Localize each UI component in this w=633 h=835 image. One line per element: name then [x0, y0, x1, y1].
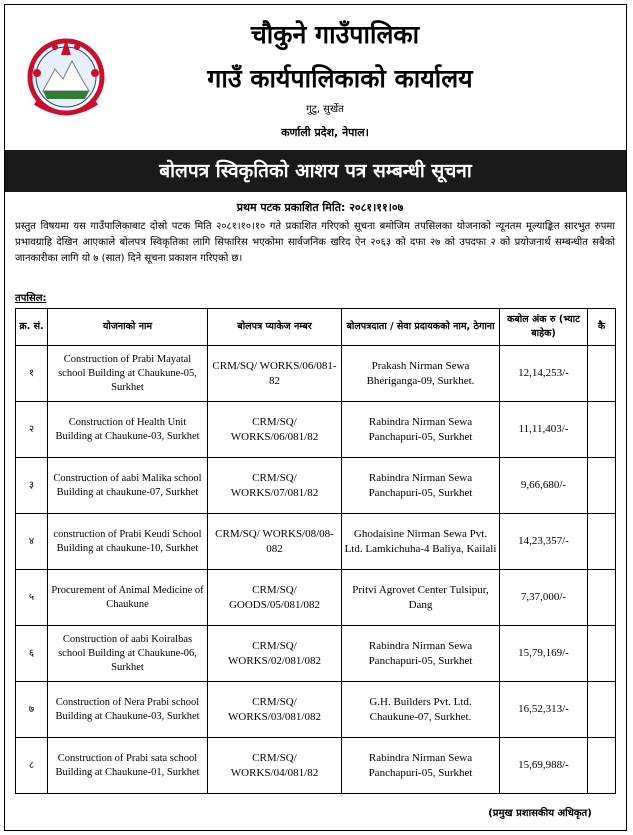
- row-amount: 11,11,403/-: [500, 402, 588, 458]
- row-remarks: [588, 738, 616, 794]
- col-header-remarks: कै: [588, 309, 616, 346]
- row-sn: २: [16, 402, 48, 458]
- bid-table: [15, 308, 616, 794]
- row-project: Construction of Nera Prabi school Building at Chaukune-03, Surkhet: [48, 682, 208, 738]
- row-package: CRM/SQ/ WORKS/07/081/82: [208, 458, 342, 514]
- row-sn: ४: [16, 514, 48, 570]
- row-amount: 15,69,988/-: [500, 738, 588, 794]
- row-amount: 9,66,680/-: [500, 458, 588, 514]
- row-project: Construction of Prabi sata school Building at Chaukune-01, Surkhet: [48, 738, 208, 794]
- col-header-amount: कबोल अंक रु (भ्याट बाहेक): [500, 309, 588, 346]
- row-sn: ८: [16, 738, 48, 794]
- row-remarks: [588, 402, 616, 458]
- row-sn: ५: [16, 570, 48, 626]
- row-remarks: [588, 346, 616, 402]
- signature-title: (प्रमुख प्रशासकीय अधिकृत): [488, 808, 592, 819]
- row-amount: 12,14,253/-: [500, 346, 588, 402]
- notice-title-banner: बोलपत्र स्विकृतिको आशय पत्र सम्बन्धी सूचना: [5, 150, 626, 192]
- row-amount: 15,79,169/-: [500, 626, 588, 682]
- nepal-emblem-icon: [25, 33, 107, 119]
- table-row: [16, 514, 616, 570]
- row-remarks: [588, 570, 616, 626]
- office-name: गाउँ कार्यपालिकाको कार्यालय: [207, 64, 473, 93]
- row-project: Construction of Health Unit Building at Chaukune-03, Surkhet: [48, 402, 208, 458]
- table-row: [16, 738, 616, 794]
- row-bidder: Prakash Nirman Sewa Bheriganga-09, Surkhet.: [342, 346, 500, 402]
- row-remarks: [588, 626, 616, 682]
- row-bidder: Pritvi Agrovet Center Tulsipur, Dang: [342, 570, 500, 626]
- row-project: Construction of aabi Malika school Building at chaukune-07, Surkhet: [48, 458, 208, 514]
- row-bidder: Rabindra Nirman Sewa Panchapuri-05, Surkhet: [342, 738, 500, 794]
- row-project: Construction of aabi Koiralbas school Building at Chaukune-06, Surkhet: [48, 626, 208, 682]
- row-bidder: Rabindra Nirman Sewa Panchapuri-05, Surkhet: [342, 626, 500, 682]
- row-package: CRM/SQ/ WORKS/06/081/82: [208, 402, 342, 458]
- row-amount: 16,52,313/-: [500, 682, 588, 738]
- table-label: तपसिल:: [15, 293, 47, 304]
- province-name: कर्णाली प्रदेश, नेपाल।: [281, 126, 369, 139]
- row-package: CRM/SQ/ WORKS/02/081/082: [208, 626, 342, 682]
- row-bidder: Rabindra Nirman Sewa Panchapuri-05, Surkhet: [342, 458, 500, 514]
- row-project: Construction of Prabi Mayatal school Building at Chaukune-05, Surkhet: [48, 346, 208, 402]
- row-remarks: [588, 514, 616, 570]
- intro-paragraph: प्रस्तुत विषयमा यस गाउँपालिकाबाट दोस्रो पटक मिति २०८१।१०।१० गते प्रकाशित गरिएको सूचना बमोजिम तपसिलका योजनाको न्यूनतम मूल्याङ्कित सारभुत रुपमा प्रभावग्राहि देखिन आएकाले बोलपत्र स्विकृतिका लागि सिफारिस भएकोमा सार्वजनिक खरिद ऐन २०६३ को दफा २७ को उपदफा २ को प्रयोजनार्थ सम्बन्धीत सबैको जानकारीका लागि यो ७ (सात) दिने सूचना प्रकाशन गरिएको छ।: [15, 221, 615, 264]
- row-amount: 14,23,357/-: [500, 514, 588, 570]
- municipality-name: चौकुने गाउँपालिका: [250, 20, 420, 49]
- row-sn: १: [16, 346, 48, 402]
- table-row: [16, 346, 616, 402]
- table-header-row: [16, 309, 616, 346]
- table-row: [16, 682, 616, 738]
- row-sn: ७: [16, 682, 48, 738]
- row-amount: 7,37,000/-: [500, 570, 588, 626]
- table-row: [16, 402, 616, 458]
- col-header-project: योजनाको नाम: [48, 309, 208, 346]
- row-bidder: Ghodaisine Nirman Sewa Pvt. Ltd. Lamkichuha-4 Baliya, Kailali: [342, 514, 500, 570]
- row-remarks: [588, 458, 616, 514]
- row-sn: ६: [16, 626, 48, 682]
- row-package: CRM/SQ/ WORKS/08/08-082: [208, 514, 342, 570]
- table-row: [16, 570, 616, 626]
- office-address: गुटु, सुर्खेत: [306, 104, 344, 115]
- row-bidder: G.H. Builders Pvt. Ltd. Chaukune-07, Surkhet.: [342, 682, 500, 738]
- row-bidder: Rabindra Nirman Sewa Panchapuri-05, Surkhet: [342, 402, 500, 458]
- row-remarks: [588, 682, 616, 738]
- row-sn: ३: [16, 458, 48, 514]
- publish-date: प्रथम पटक प्रकाशित मिति: २०८१।११।०७: [236, 201, 404, 214]
- col-header-package: बोलपत्र प्याकेज नम्बर: [208, 309, 342, 346]
- row-package: CRM/SQ/ WORKS/03/081/082: [208, 682, 342, 738]
- row-package: CRM/SQ/ WORKS/06/081-82: [208, 346, 342, 402]
- row-package: CRM/SQ/ WORKS/04/081/82: [208, 738, 342, 794]
- col-header-sn: क्र. सं.: [16, 309, 48, 346]
- col-header-bidder: बोलपत्रदाता / सेवा प्रदायकको नाम, ठेगाना: [342, 309, 500, 346]
- row-package: CRM/SQ/ GOODS/05/081/082: [208, 570, 342, 626]
- table-row: [16, 626, 616, 682]
- notice-page: [4, 4, 627, 831]
- row-project: Procurement of Animal Medicine of Chaukune: [48, 570, 208, 626]
- row-project: construction of Prabi Keudi School Building at chaukune-10, Surkhet: [48, 514, 208, 570]
- table-row: [16, 458, 616, 514]
